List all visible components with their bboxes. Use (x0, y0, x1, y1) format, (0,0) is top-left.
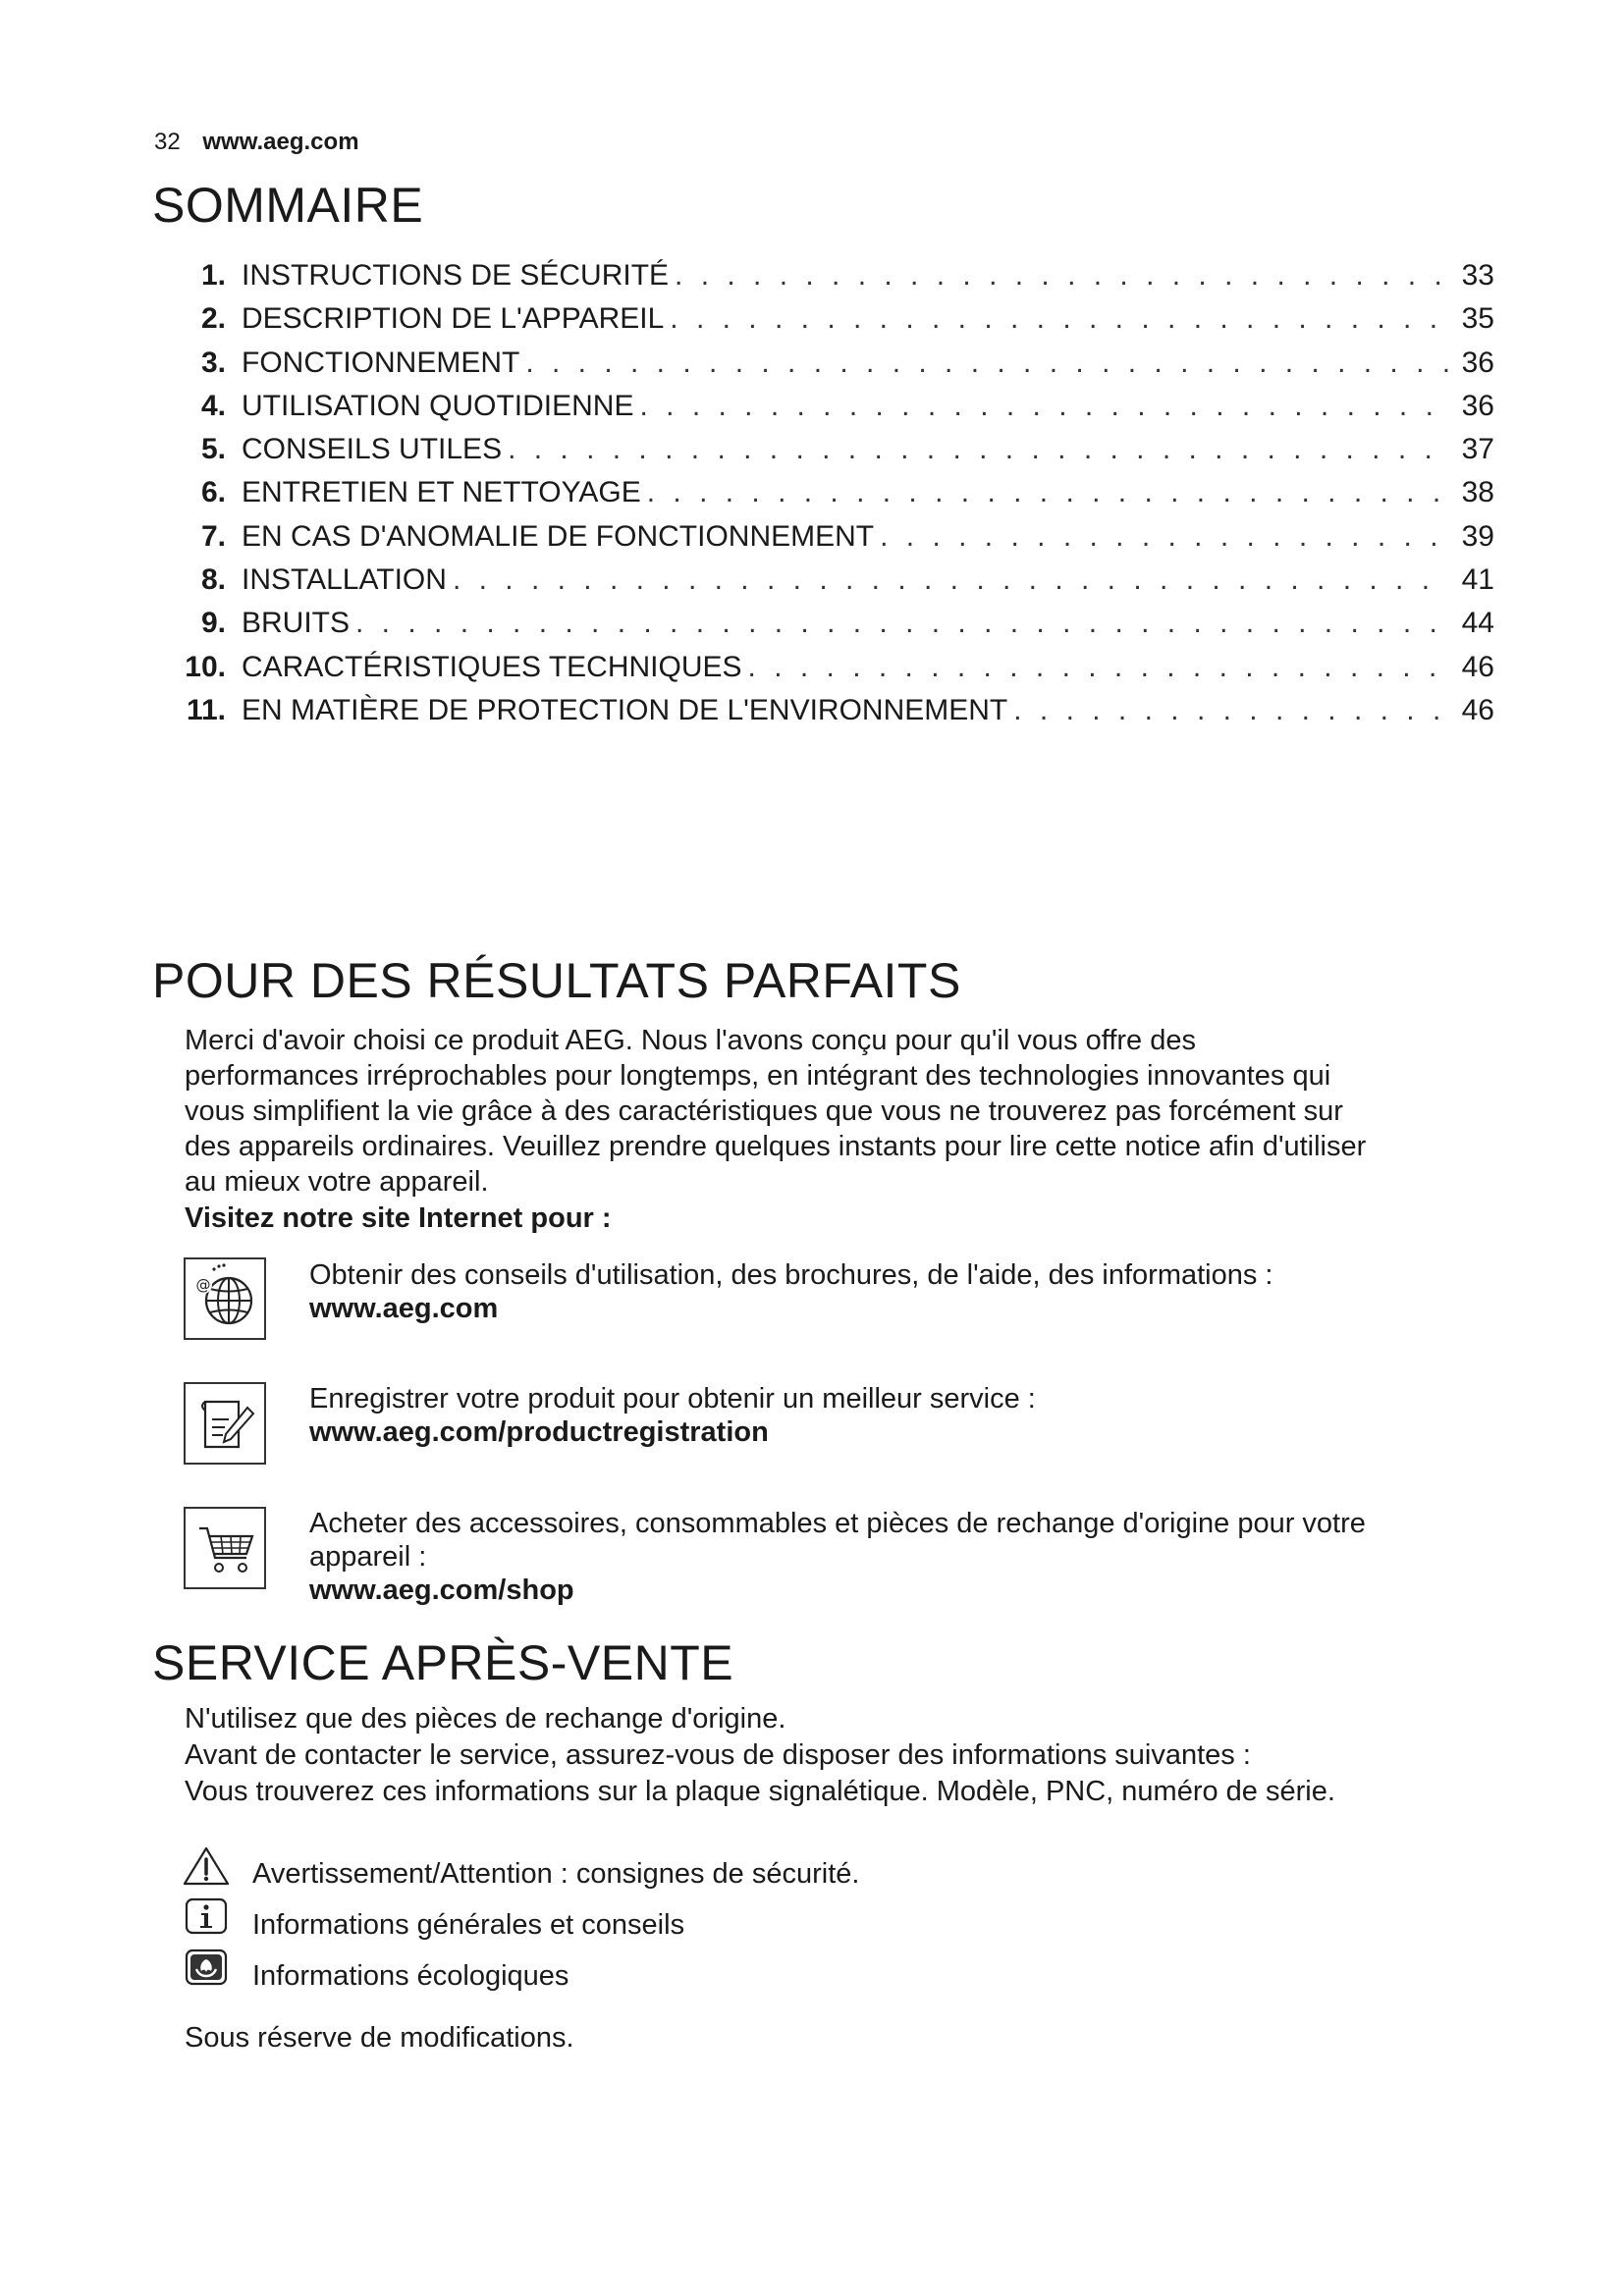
shopping-cart-icon (184, 1507, 266, 1589)
service-description: Obtenir des conseils d'utilisation, des brochures, de l'aide, des informations : (309, 1259, 1273, 1291)
service-line: N'utilisez que des pièces de rechange d'origine. (185, 1703, 786, 1735)
legend-eco-text: Informations écologiques (252, 1960, 569, 1992)
toc-item-label: CONSEILS UTILES (242, 433, 503, 466)
toc-item-page: 37 (1461, 433, 1494, 466)
toc-leader-dots (880, 520, 1449, 554)
legend-warning-text: Avertissement/Attention : consignes de sécurité. (252, 1858, 860, 1890)
toc-item-label: INSTRUCTIONS DE SÉCURITÉ (242, 259, 670, 292)
toc-item-number: 8. (200, 563, 226, 597)
toc-item-number: 6. (200, 476, 226, 509)
toc-item-page: 38 (1461, 476, 1494, 509)
svg-text:@: @ (195, 1276, 211, 1294)
page-number: 32 (154, 129, 181, 155)
toc-item-number: 7. (200, 519, 226, 553)
toc-item[interactable] (169, 651, 1494, 694)
toc-item-number: 1. (200, 259, 226, 292)
toc-leader-dots (639, 390, 1449, 423)
toc-item-page: 41 (1461, 563, 1494, 597)
toc-item-number: 11. (186, 693, 226, 726)
toc-item[interactable] (169, 302, 1494, 346)
toc-item-label: DESCRIPTION DE L'APPAREIL (242, 302, 665, 336)
service-paragraph (185, 1701, 1335, 1810)
toc-item-page: 36 (1461, 389, 1494, 422)
service-item (309, 1382, 1488, 1449)
toc-leader-dots (453, 563, 1449, 597)
registration-icon (184, 1382, 266, 1465)
visit-label: Visitez notre site Internet pour : (185, 1202, 612, 1234)
toc-item-page: 46 (1461, 693, 1494, 726)
toc-item-page: 36 (1461, 346, 1494, 379)
service-title: SERVICE APRÈS-VENTE (152, 1635, 734, 1690)
toc-item-page: 46 (1461, 650, 1494, 683)
resultats-title: POUR DES RÉSULTATS PARFAITS (152, 953, 961, 1008)
toc-item-page: 39 (1461, 519, 1494, 553)
toc-item-label: BRUITS (242, 607, 351, 640)
intro-line: au mieux votre appareil. (185, 1166, 489, 1198)
intro-line: performances irréprochables pour longtemps, en intégrant des technologies innovantes qui (185, 1060, 1331, 1092)
toc-leader-dots (647, 476, 1449, 509)
toc-item-label: INSTALLATION (242, 563, 447, 597)
service-link[interactable]: www.aeg.com (309, 1293, 499, 1324)
warning-icon (182, 1845, 231, 1887)
service-link[interactable]: www.aeg.com/shop (309, 1575, 574, 1606)
intro-line: des appareils ordinaires. Veuillez prendre quelques instants pour lire cette notice afin d'utiliser (185, 1131, 1367, 1162)
toc-item[interactable] (169, 563, 1494, 607)
toc-item[interactable] (169, 347, 1494, 390)
toc-leader-dots (748, 651, 1449, 684)
service-line: Avant de contacter le service, assurez-vous de disposer des informations suivantes : (185, 1739, 1251, 1771)
globe-icon (184, 1257, 266, 1340)
disclaimer-note: Sous réserve de modifications. (185, 2022, 574, 2054)
toc-item-number: 9. (200, 607, 226, 640)
service-description: Enregistrer votre produit pour obtenir un meilleur service : (309, 1383, 1036, 1415)
toc-leader-dots (675, 259, 1449, 293)
toc-item-number: 4. (200, 389, 226, 422)
service-link[interactable]: www.aeg.com/productregistration (309, 1416, 769, 1448)
toc-item[interactable] (169, 607, 1494, 650)
intro-line: Merci d'avoir choisi ce produit AEG. Nous l'avons conçu pour qu'il vous offre des (185, 1025, 1196, 1056)
toc-leader-dots (1013, 694, 1449, 727)
intro-line: vous simplifient la vie grâce à des caractéristiques que vous ne trouverez pas forcément sur (185, 1095, 1343, 1127)
toc-item-number: 3. (200, 346, 226, 379)
toc-leader-dots (355, 607, 1449, 640)
legend-info-text: Informations générales et conseils (252, 1909, 685, 1941)
toc-leader-dots (670, 302, 1449, 336)
toc-item[interactable] (169, 259, 1494, 302)
eco-icon (182, 1948, 231, 1989)
service-item (309, 1507, 1488, 1607)
info-icon (182, 1896, 231, 1938)
service-description: appareil : (309, 1541, 427, 1573)
toc-item-number: 5. (200, 433, 226, 466)
toc-item[interactable] (169, 694, 1494, 737)
toc-item[interactable] (169, 476, 1494, 519)
intro-paragraph (185, 1023, 1500, 1200)
page-header (154, 129, 359, 156)
service-line: Vous trouverez ces informations sur la plaque signalétique. Modèle, PNC, numéro de série. (185, 1776, 1335, 1807)
table-of-contents (169, 259, 1494, 737)
toc-item[interactable] (169, 390, 1494, 433)
toc-item[interactable] (169, 433, 1494, 476)
toc-item-page: 35 (1461, 302, 1494, 336)
toc-item-number: 10. (185, 650, 226, 683)
toc-item-label: FONCTIONNEMENT (242, 346, 520, 379)
toc-item-page: 44 (1461, 607, 1494, 640)
header-website[interactable]: www.aeg.com (202, 129, 359, 155)
toc-item-label: EN CAS D'ANOMALIE DE FONCTIONNEMENT (242, 519, 875, 553)
toc-item-page: 33 (1461, 259, 1494, 292)
service-item (309, 1258, 1488, 1325)
toc-leader-dots (508, 433, 1449, 466)
toc-item-label: UTILISATION QUOTIDIENNE (242, 389, 634, 422)
toc-item-number: 2. (200, 302, 226, 336)
toc-item-label: CARACTÉRISTIQUES TECHNIQUES (242, 650, 742, 683)
toc-item-label: ENTRETIEN ET NETTOYAGE (242, 476, 641, 509)
toc-leader-dots (525, 347, 1449, 380)
toc-item[interactable] (169, 520, 1494, 563)
service-description: Acheter des accessoires, consommables et pièces de rechange d'origine pour votre (309, 1508, 1366, 1539)
toc-item-label: EN MATIÈRE DE PROTECTION DE L'ENVIRONNEMENT (242, 693, 1008, 726)
sommaire-title: SOMMAIRE (152, 178, 424, 233)
